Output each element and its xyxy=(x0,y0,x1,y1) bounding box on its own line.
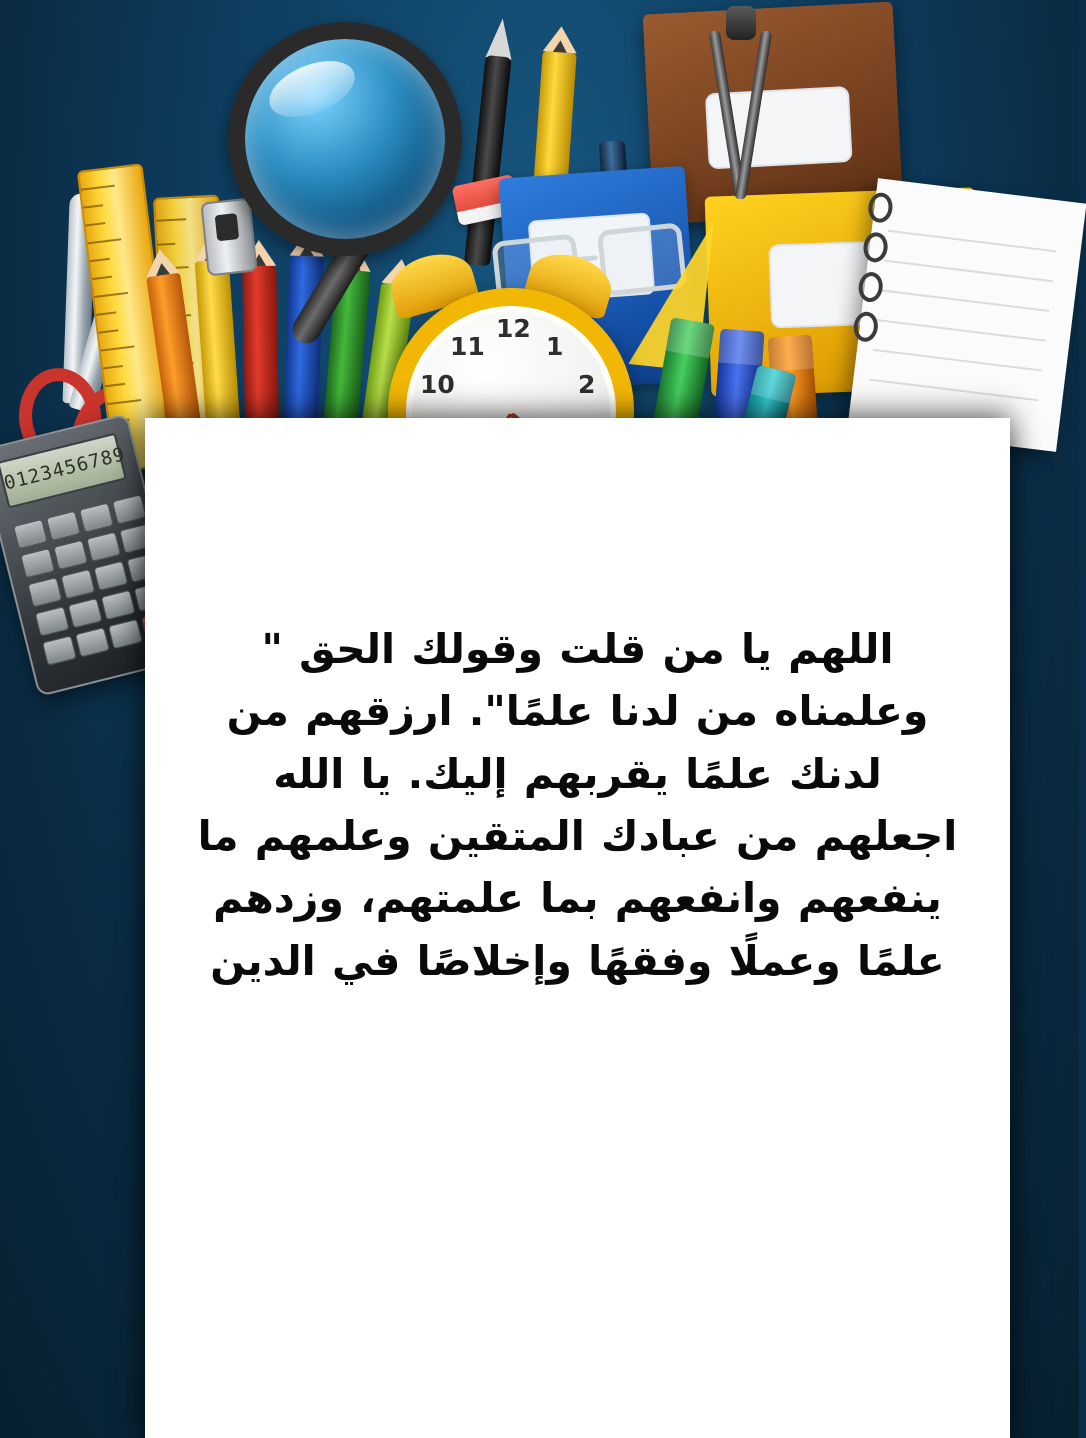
fountain-pen-nib xyxy=(486,17,516,59)
clock-number-1: 1 xyxy=(546,332,564,361)
magnifier-lens xyxy=(228,22,462,256)
clock-number-12: 12 xyxy=(496,314,531,343)
clock-number-10: 10 xyxy=(420,370,455,399)
clock-number-2: 2 xyxy=(578,370,596,399)
spiral-notepad xyxy=(848,178,1086,452)
paper-sheet xyxy=(145,418,1010,1438)
clock-number-11: 11 xyxy=(450,332,485,361)
school-supplies-collage xyxy=(0,0,1079,495)
compass-hinge xyxy=(726,6,756,40)
compass-leg-right xyxy=(735,30,772,200)
compass xyxy=(686,6,796,206)
magnifier-glint xyxy=(261,50,362,128)
dua-text: اللهم يا من قلت وقولك الحق " وعلمناه من لدنا علمًا". ارزقهم من لدنك علمًا يقربهم إليك. يا الله اجعلهم من عبادك المتقين وعلمهم ما ينفعهم وانفعهم بما علمتهم، وزدهم علمًا وعملًا وفقهًا وإخلاصًا في الدين xyxy=(197,625,958,985)
calculator-screen: 0123456789 xyxy=(0,433,127,509)
